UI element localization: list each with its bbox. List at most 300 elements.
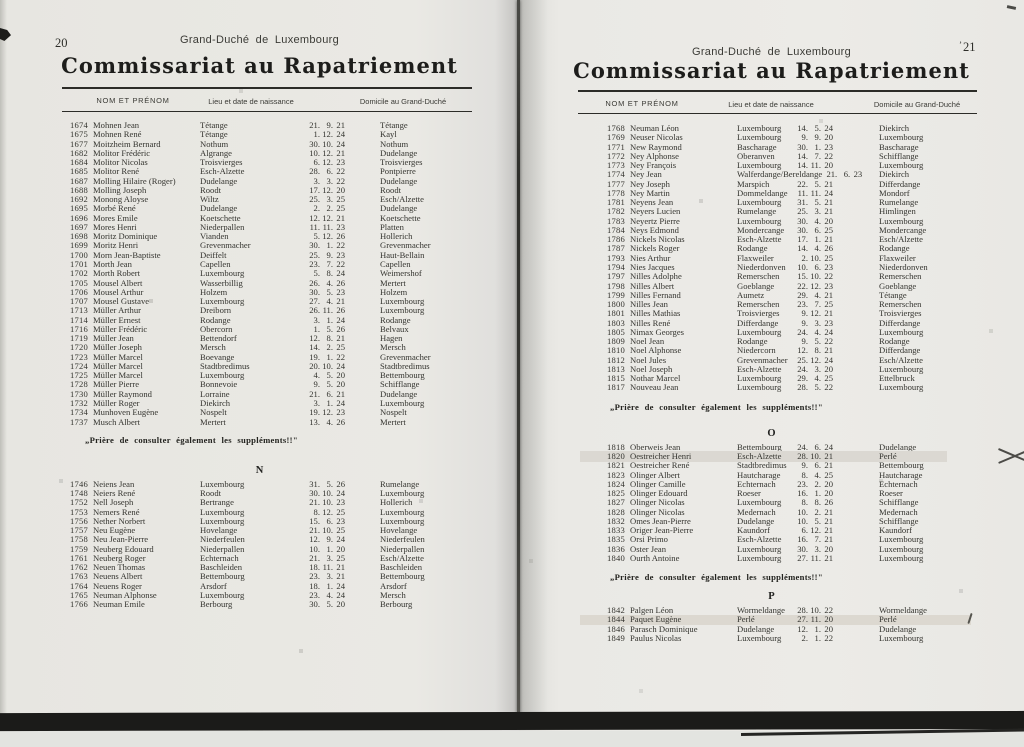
domicile-cell: Dudelange: [879, 623, 917, 634]
row-number: 1707: [70, 296, 88, 307]
row-number: 1784: [607, 224, 625, 235]
domicile-cell: Rodange: [380, 314, 411, 325]
birthdate-cell: 14. 11. 20: [797, 160, 833, 171]
name-cell: Müller Raymond: [93, 388, 152, 399]
domicile-cell: Luxembourg: [879, 132, 924, 143]
name-cell: Nemers René: [93, 506, 140, 517]
domicile-cell: Remerschen: [879, 299, 922, 310]
name-cell: Monong Aloyse: [93, 194, 149, 205]
birthdate-cell: 11. 11. 24: [797, 187, 833, 198]
domicile-cell: Perlé: [879, 614, 897, 625]
name-cell: Müller Marcel: [93, 370, 143, 381]
row-number: 1771: [607, 141, 625, 152]
name-cell: Munhoven Eugène: [93, 407, 159, 418]
domicile-cell: Roeser: [879, 488, 903, 499]
domicile-cell: Rodange: [879, 336, 910, 347]
birthplace-cell: Luxembourg: [737, 160, 782, 171]
birthplace-cell: Walferdange/Bereldange: [737, 169, 823, 180]
row-number: 1768: [607, 123, 625, 133]
domicile-cell: Esch/Alzette: [380, 552, 424, 563]
birthdate-cell: 30. 5. 23: [309, 286, 345, 297]
header-rule-thick: [62, 87, 472, 89]
birthdate-cell: 25. 3. 21: [797, 206, 833, 217]
row-number: 1833: [607, 525, 625, 536]
row-number: 1730: [70, 388, 88, 399]
name-cell: Nilles Albert: [630, 280, 675, 291]
birthdate-cell: 4. 5. 20: [313, 370, 345, 381]
row-number: 1757: [70, 525, 88, 536]
birthdate-cell: 20. 10. 24: [309, 360, 345, 371]
birthdate-cell: 1. 12. 24: [313, 129, 345, 140]
name-cell: Molitor Nicolas: [93, 157, 148, 168]
name-cell: Morbé René: [93, 203, 136, 214]
birthplace-cell: Luxembourg: [200, 515, 245, 526]
name-cell: Ney Alphonse: [630, 150, 679, 161]
domicile-cell: Flaxweiler: [879, 252, 916, 263]
birthdate-cell: 22. 5. 21: [797, 178, 833, 189]
row-number: 1723: [70, 351, 88, 362]
birthplace-cell: Arsdorf: [200, 580, 227, 591]
birthdate-cell: 23. 2. 20: [797, 478, 833, 489]
row-number: 1762: [70, 562, 88, 573]
row-number: 1698: [70, 231, 88, 242]
name-cell: Oestreicher Henri: [630, 450, 692, 461]
paper-specks: [0, 0, 2, 2]
birthplace-cell: Wasserbillig: [200, 277, 243, 288]
domicile-cell: Hollerich: [380, 231, 413, 242]
birthplace-cell: Goeblange: [737, 280, 775, 291]
name-cell: Neuberg Roger: [93, 552, 146, 563]
birthdate-cell: 31. 5. 26: [309, 478, 345, 489]
name-cell: Morth Jean: [93, 258, 132, 269]
birthdate-cell: 30. 4. 20: [797, 215, 833, 226]
birthplace-cell: Medernach: [737, 506, 776, 517]
domicile-cell: Remerschen: [879, 271, 922, 282]
domicile-cell: Esch/Alzette: [879, 354, 923, 365]
domicile-cell: Luxembourg: [879, 543, 924, 554]
table-body: [0, 121, 519, 609]
name-cell: Nies Arthur: [630, 252, 671, 263]
row-number: 1692: [70, 194, 88, 205]
name-cell: Noel Jean: [630, 336, 665, 347]
name-cell: Neyers Lucien: [630, 206, 681, 217]
domicile-cell: Hautcharage: [879, 469, 923, 480]
domicile-cell: Bettembourg: [380, 370, 425, 381]
name-cell: Olinger Nicolas: [630, 497, 685, 508]
birthdate-cell: 9. 5. 22: [801, 336, 833, 347]
name-cell: Olinger Camille: [630, 478, 686, 489]
domicile-cell: Luxembourg: [879, 326, 924, 337]
domicile-cell: Kayl: [380, 129, 397, 140]
row-number: 1725: [70, 370, 88, 381]
row-number: 1719: [70, 333, 88, 344]
birthplace-cell: Wiltz: [200, 194, 219, 205]
name-cell: Mousel Gustave: [93, 296, 150, 307]
birthdate-cell: 28. 10. 21: [797, 450, 833, 461]
birthplace-cell: Luxembourg: [737, 197, 782, 208]
row-number: 1821: [607, 460, 625, 471]
birthdate-cell: 8. 12. 25: [313, 506, 345, 517]
birthplace-cell: Niedercorn: [737, 345, 776, 356]
birthdate-cell: 5. 8. 24: [313, 268, 345, 279]
birthdate-cell: 21. 10. 25: [309, 525, 345, 536]
row-number: 1777: [607, 178, 625, 189]
table-body: [519, 124, 1024, 643]
row-number: 1675: [70, 129, 88, 140]
birthplace-cell: Luxembourg: [200, 268, 245, 279]
birthdate-cell: 19. 1. 22: [309, 351, 345, 362]
birthplace-cell: Luxembourg: [737, 552, 782, 563]
name-cell: Nouveau Jean: [630, 382, 679, 393]
header-rule-thin: [62, 111, 472, 112]
birthdate-cell: 24. 3. 20: [797, 363, 833, 374]
birthplace-cell: Bertrange: [200, 497, 234, 508]
domicile-cell: Hovelange: [380, 525, 418, 536]
row-number: 1842: [607, 605, 625, 616]
birthplace-cell: Bettembourg: [737, 441, 782, 452]
supplement-note: „Prière de consulter également les suppléments!!": [85, 434, 298, 445]
birthplace-cell: Aumetz: [737, 289, 765, 300]
birthplace-cell: Luxembourg: [200, 296, 245, 307]
birthdate-cell: 30. 5. 20: [309, 599, 345, 610]
birthdate-cell: 15. 10. 22: [797, 271, 833, 282]
birthdate-cell: 14. 5. 24: [797, 123, 833, 133]
row-number: 1846: [607, 623, 625, 634]
name-cell: Mohnen Jean: [93, 120, 140, 130]
domicile-cell: Medernach: [879, 506, 918, 517]
name-cell: Molitor René: [93, 166, 140, 177]
birthdate-cell: 25. 12. 24: [797, 354, 833, 365]
row-number: 1682: [70, 147, 88, 158]
birthplace-cell: Luxembourg: [737, 382, 782, 393]
name-cell: Nilles Adolphe: [630, 271, 682, 282]
birthplace-cell: Luxembourg: [200, 589, 245, 600]
name-cell: Olinger Nicolas: [630, 506, 685, 517]
name-cell: Müller Frédéric: [93, 323, 148, 334]
domicile-cell: Hagen: [380, 333, 403, 344]
row-number: 1809: [607, 336, 625, 347]
table-row: [598, 383, 1024, 392]
domicile-cell: Wormeldange: [879, 605, 927, 616]
row-number: 1728: [70, 379, 88, 390]
row-number: 1818: [607, 441, 625, 452]
birthdate-cell: 21. 3. 25: [309, 552, 345, 563]
page-number: ’21: [959, 40, 976, 54]
domicile-cell: Koetschette: [380, 212, 421, 223]
row-number: 1687: [70, 175, 88, 186]
birthdate-cell: 30. 3. 20: [797, 543, 833, 554]
row-number: 1823: [607, 469, 625, 480]
domicile-cell: Luxembourg: [380, 515, 425, 526]
birthplace-cell: Mersch: [200, 342, 226, 353]
row-number: 1817: [607, 382, 625, 393]
birthplace-cell: Flaxweiler: [737, 252, 774, 263]
row-number: 1737: [70, 416, 88, 427]
row-number: 1799: [607, 289, 625, 300]
domicile-cell: Stadtbredimus: [380, 360, 430, 371]
column-header-nom: NOM ET PRÉNOM: [96, 96, 170, 105]
domicile-cell: Berbourg: [380, 599, 413, 610]
birthdate-cell: 24. 6. 24: [797, 441, 833, 452]
birthplace-cell: Algrange: [200, 147, 232, 158]
birthdate-cell: 8. 4. 25: [801, 469, 833, 480]
birthdate-cell: 23. 7. 22: [309, 258, 345, 269]
domicile-cell: Schifflange: [879, 150, 919, 161]
row-number: 1697: [70, 221, 88, 232]
birthplace-cell: Niederdonven: [737, 261, 786, 272]
birthplace-cell: Luxembourg: [737, 497, 782, 508]
domicile-cell: Rumelange: [879, 197, 919, 208]
birthplace-cell: Hovelange: [200, 525, 238, 536]
birthdate-cell: 18. 1. 24: [309, 580, 345, 591]
name-cell: Mores Henri: [93, 221, 137, 232]
domicile-cell: Grevenmacher: [380, 240, 431, 251]
birthdate-cell: 18. 11. 21: [309, 562, 345, 573]
birthdate-cell: 10. 12. 21: [309, 147, 345, 158]
birthplace-cell: Rodange: [737, 243, 768, 254]
birthdate-cell: 21. 6. 21: [309, 388, 345, 399]
section-letter: O: [767, 427, 776, 439]
name-cell: Nothar Marcel: [630, 373, 681, 384]
domicile-cell: Luxembourg: [380, 305, 425, 316]
birthplace-cell: Wormeldange: [737, 605, 785, 616]
section-letter: P: [768, 591, 775, 603]
birthplace-cell: Echternach: [200, 552, 239, 563]
name-cell: Molitor Frédéric: [93, 147, 151, 158]
birthplace-cell: Luxembourg: [737, 632, 782, 643]
domicile-cell: Bascharage: [879, 141, 919, 152]
row-number: 1758: [70, 534, 88, 545]
birthplace-cell: Differdange: [737, 317, 779, 328]
row-number: 1810: [607, 345, 625, 356]
domicile-cell: Nothum: [380, 138, 409, 149]
domicile-cell: Mertert: [380, 277, 406, 288]
row-number: 1832: [607, 515, 625, 526]
row-number: 1827: [607, 497, 625, 508]
row-number: 1782: [607, 206, 625, 217]
domicile-cell: Schifflange: [380, 379, 420, 390]
row-number: 1778: [607, 187, 625, 198]
domicile-cell: Luxembourg: [380, 397, 425, 408]
birthplace-cell: Luxembourg: [200, 506, 245, 517]
row-number: 1753: [70, 506, 88, 517]
row-number: 1844: [607, 614, 625, 625]
domicile-cell: Tétange: [879, 289, 907, 300]
birthplace-cell: Bascharage: [737, 141, 777, 152]
birthdate-cell: 28. 10. 22: [797, 605, 833, 616]
birthdate-cell: 10. 5. 21: [797, 515, 833, 526]
domicile-cell: Luxembourg: [879, 382, 924, 393]
birthdate-cell: 30. 1. 22: [309, 240, 345, 251]
name-cell: Nickels Roger: [630, 243, 680, 254]
name-cell: Mousel Albert: [93, 277, 143, 288]
birthplace-cell: Dudelange: [737, 515, 775, 526]
birthplace-cell: Niederpallen: [200, 543, 245, 554]
domicile-cell: Mertert: [380, 416, 406, 427]
birthdate-cell: 23. 7. 25: [797, 299, 833, 310]
name-cell: Nilles Fernand: [630, 289, 681, 300]
name-cell: Mores Emile: [93, 212, 138, 223]
birthplace-cell: Deiffelt: [200, 249, 227, 260]
name-cell: Morth Robert: [93, 268, 141, 279]
row-number: 1759: [70, 543, 88, 554]
name-cell: Moritz Dominique: [93, 231, 158, 242]
name-cell: Ney Jean: [630, 169, 662, 180]
domicile-cell: Luxembourg: [879, 632, 924, 643]
domicile-cell: Grevenmacher: [380, 351, 431, 362]
birthplace-cell: Dudelange: [737, 623, 775, 634]
birthplace-cell: Stadtbredimus: [737, 460, 787, 471]
birthdate-cell: 3. 1. 24: [313, 397, 345, 408]
row-number: 1840: [607, 552, 625, 563]
page-21: [519, 0, 1024, 731]
name-cell: Oestreicher René: [630, 460, 690, 471]
birthplace-cell: Rodange: [737, 336, 768, 347]
birthdate-cell: 9. 9. 20: [801, 132, 833, 143]
birthdate-cell: 15. 6. 23: [309, 515, 345, 526]
domicile-cell: Dudelange: [380, 388, 418, 399]
birthplace-cell: Esch-Alzette: [200, 166, 245, 177]
birthplace-cell: Luxembourg: [737, 543, 782, 554]
domicile-cell: Baschleiden: [380, 562, 422, 573]
domicile-cell: Niederdonven: [879, 261, 928, 272]
birthdate-cell: 19. 12. 23: [309, 407, 345, 418]
birthplace-cell: Esch-Alzette: [737, 534, 782, 545]
birthdate-cell: 10. 2. 21: [797, 506, 833, 517]
name-cell: Müller Pierre: [93, 379, 140, 390]
birthdate-cell: 16. 7. 21: [797, 534, 833, 545]
name-cell: Oberweis Jean: [630, 441, 681, 452]
birthplace-cell: Remerschen: [737, 299, 780, 310]
name-cell: Nickels Nicolas: [630, 234, 685, 245]
domicile-cell: Dudelange: [879, 441, 917, 452]
birthdate-cell: 23. 4. 24: [309, 589, 345, 600]
name-cell: Noel Alphonse: [630, 345, 682, 356]
birthplace-cell: Niederfeulen: [200, 534, 245, 545]
name-cell: Neyertz Pierre: [630, 215, 680, 226]
column-header-nom: NOM ET PRÉNOM: [605, 99, 679, 108]
name-cell: Müller Joseph: [93, 342, 142, 353]
domicile-cell: Kaundorf: [879, 525, 912, 536]
birthdate-cell: 9. 5. 20: [313, 379, 345, 390]
domicile-cell: Luxembourg: [879, 552, 924, 563]
book-spine: [517, 0, 520, 713]
name-cell: Orsi Primo: [630, 534, 668, 545]
name-cell: Paquet Eugène: [630, 614, 682, 625]
birthdate-cell: 16. 1. 20: [797, 488, 833, 499]
birthplace-cell: Mertert: [200, 416, 226, 427]
row-number: 1746: [70, 478, 88, 489]
row-number: 1812: [607, 354, 625, 365]
page-edge-shadow: [0, 0, 7, 731]
birthplace-cell: Luxembourg: [200, 478, 245, 489]
domicile-cell: Schifflange: [879, 515, 919, 526]
name-cell: Müller Roger: [93, 397, 140, 408]
row-number: 1787: [607, 243, 625, 254]
domicile-cell: Diekirch: [879, 123, 910, 133]
domicile-cell: Hollerich: [380, 497, 413, 508]
birthplace-cell: Luxembourg: [200, 370, 245, 381]
name-cell: Nether Norbert: [93, 515, 146, 526]
page-number: 20: [55, 36, 68, 50]
birthplace-cell: Dommeldange: [737, 187, 788, 198]
domicile-cell: Niederpallen: [380, 543, 425, 554]
birthplace-cell: Echternach: [737, 478, 776, 489]
column-header-naissance: Lieu et date de naissance: [728, 100, 814, 109]
name-cell: Ney Martin: [630, 187, 670, 198]
name-cell: Neuman Léon: [630, 123, 679, 133]
handwritten-x-mark: [999, 447, 1024, 465]
name-cell: Nies Jacques: [630, 261, 675, 272]
domicile-cell: Goeblange: [879, 280, 917, 291]
row-number: 1801: [607, 308, 625, 319]
row-number: 1769: [607, 132, 625, 143]
birthdate-cell: 1. 5. 26: [313, 323, 345, 334]
row-number: 1824: [607, 478, 625, 489]
row-number: 1685: [70, 166, 88, 177]
name-cell: Omes Jean-Pierre: [630, 515, 691, 526]
row-number: 1781: [607, 197, 625, 208]
page-20: [0, 0, 519, 731]
domicile-cell: Dudelange: [380, 147, 418, 158]
name-cell: Neiens Jean: [93, 478, 135, 489]
row-number: 1706: [70, 286, 88, 297]
domicile-cell: Dudelange: [380, 175, 418, 186]
domicile-cell: Haut-Bellain: [380, 249, 425, 260]
spine-shadow-right: [520, 0, 548, 712]
domicile-cell: Luxembourg: [879, 215, 924, 226]
birthplace-cell: Roodt: [200, 184, 222, 195]
birthplace-cell: Tétange: [200, 120, 228, 130]
birthdate-cell: 30. 10. 24: [309, 138, 345, 149]
scan-bottom-band: [0, 711, 1024, 731]
row-number: 1761: [70, 552, 88, 563]
domicile-cell: Differdange: [879, 317, 921, 328]
row-number: 1825: [607, 488, 625, 499]
name-cell: Moitzheim Bernard: [93, 138, 161, 149]
name-cell: Neuman Emile: [93, 599, 145, 610]
table-row: [58, 600, 519, 609]
row-number: 1748: [70, 488, 88, 499]
name-cell: Neuens Albert: [93, 571, 143, 582]
row-number: 1794: [607, 261, 625, 272]
row-number: 1713: [70, 305, 88, 316]
name-cell: Neu Eugène: [93, 525, 136, 536]
page-number-mark: ’: [959, 40, 962, 50]
birthdate-cell: 12. 8. 21: [797, 345, 833, 356]
domicile-cell: Bettembourg: [380, 571, 425, 582]
row-number: 1800: [607, 299, 625, 310]
header-rule-thick: [578, 90, 977, 92]
birthdate-cell: 12. 8. 21: [309, 333, 345, 344]
birthplace-cell: Luxembourg: [737, 215, 782, 226]
birthplace-cell: Capellen: [200, 258, 231, 269]
name-cell: Noel Jules: [630, 354, 667, 365]
name-cell: Nimax Georges: [630, 326, 685, 337]
birthdate-cell: 25. 3. 25: [309, 194, 345, 205]
page-title: Commissariat au Rapatriement: [573, 58, 970, 83]
name-cell: Ney François: [630, 160, 677, 171]
birthplace-cell: Koetschette: [200, 212, 241, 223]
birthplace-cell: Luxembourg: [737, 373, 782, 384]
domicile-cell: Mersch: [380, 342, 406, 353]
birthplace-cell: Boevange: [200, 351, 235, 362]
row-number: 1716: [70, 323, 88, 334]
birthdate-cell: 3. 1. 24: [313, 314, 345, 325]
birthdate-cell: 22. 12. 23: [797, 280, 833, 291]
section-letter: N: [255, 464, 264, 476]
birthplace-cell: Perlé: [737, 614, 755, 625]
